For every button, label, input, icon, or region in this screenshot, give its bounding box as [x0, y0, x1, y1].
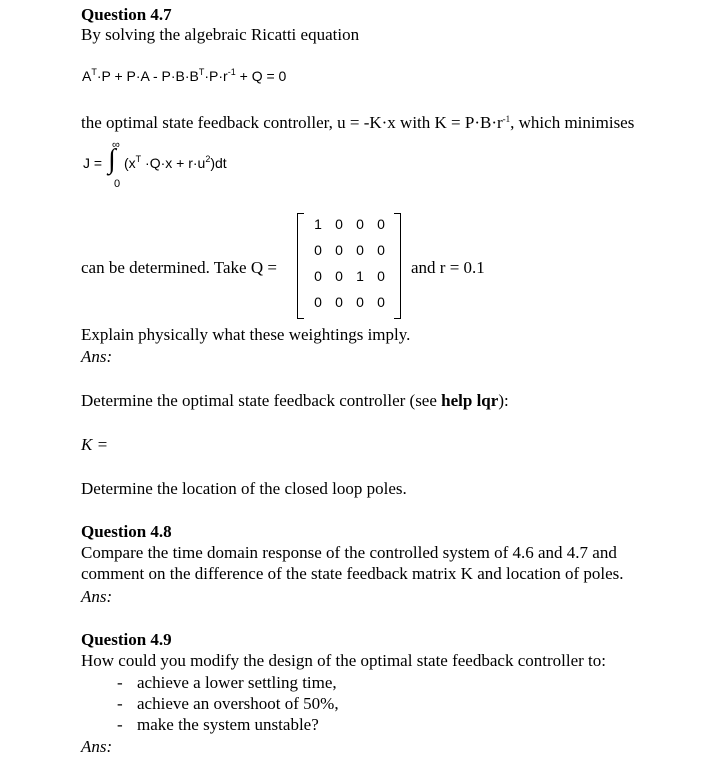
list-item-text: achieve a lower settling time,	[137, 673, 337, 692]
controller-definition: the optimal state feedback controller, u = -K·x with $K = P\cdot B\cdot r^{-1}$, which minimises	[81, 113, 635, 132]
matrix-left-bracket	[297, 213, 304, 319]
matrix-row	[307, 242, 397, 263]
bullet-dash: -	[117, 715, 123, 734]
matrix-cell: 0	[356, 216, 364, 232]
matrix-cell: 1	[356, 268, 364, 284]
matrix-cell: 0	[335, 216, 343, 232]
matrix-cell: 0	[314, 242, 322, 258]
bullet-dash: -	[117, 673, 123, 692]
matrix-cell: 0	[356, 294, 364, 310]
matrix-row	[307, 216, 397, 237]
answer-label: Ans:	[81, 587, 113, 606]
question-4-7-title: Question 4.7	[81, 5, 172, 24]
r-value: and r = 0.1	[411, 258, 485, 277]
matrix-row	[307, 294, 397, 315]
integral-sign: ∫	[108, 144, 116, 175]
ricatti-intro: By solving the algebraic Ricatti equation	[81, 25, 360, 44]
matrix-cell: 0	[377, 294, 385, 310]
list-item	[0, 694, 715, 716]
matrix-cell: 0	[314, 294, 322, 310]
k-label: K =	[81, 435, 109, 454]
q48-line-1: Compare the time domain response of the controlled system of 4.6 and 4.7 and	[81, 543, 617, 562]
matrix-row	[307, 268, 397, 289]
poles-prompt: Determine the location of the closed loop poles.	[81, 479, 407, 498]
answer-label: Ans:	[81, 737, 113, 756]
matrix-cell: 0	[335, 294, 343, 310]
matrix-prefix: can be determined. Take Q =	[81, 258, 277, 277]
cost-function-lhs: J =	[83, 155, 103, 171]
q48-line-2: comment on the difference of the state feedback matrix K and location of poles.	[81, 564, 624, 583]
matrix-cell: 0	[335, 242, 343, 258]
question-4-9-title: Question 4.9	[81, 630, 172, 649]
question-4-8-title: Question 4.8	[81, 522, 172, 541]
matrix-cell: 0	[377, 242, 385, 258]
list-item-text: achieve an overshoot of 50%,	[137, 694, 339, 713]
list-item-text: make the system unstable?	[137, 715, 319, 734]
list-item	[0, 673, 715, 695]
integral-lower-limit: 0	[114, 178, 121, 190]
matrix-cell: 0	[335, 268, 343, 284]
matrix-cell: 0	[356, 242, 364, 258]
list-item	[0, 715, 715, 737]
explain-prompt: Explain physically what these weightings imply.	[81, 325, 411, 344]
cost-function-integrand: $(x^T \cdot Q\cdot x + r\cdot u^2)dt$	[124, 154, 227, 171]
help-lqr-command: help lqr	[441, 391, 499, 410]
q-matrix	[297, 213, 405, 321]
integral-upper-limit: ∞	[112, 139, 120, 151]
ricatti-equation: $A^T\cdot P + P\cdot A - P\cdot B\cdot B^T\cdot P\cdot r^{-1} + Q = 0$	[82, 67, 287, 84]
matrix-cell: 1	[314, 216, 322, 232]
matrix-cell: 0	[377, 216, 385, 232]
answer-label: Ans:	[81, 347, 113, 366]
matrix-cell: 0	[377, 268, 385, 284]
q49-line-1: How could you modify the design of the optimal state feedback controller to:	[81, 651, 606, 670]
matrix-cell: 0	[314, 268, 322, 284]
determine-controller-prompt: Determine the optimal state feedback controller (see help lqr):	[81, 391, 509, 410]
bullet-dash: -	[117, 694, 123, 713]
